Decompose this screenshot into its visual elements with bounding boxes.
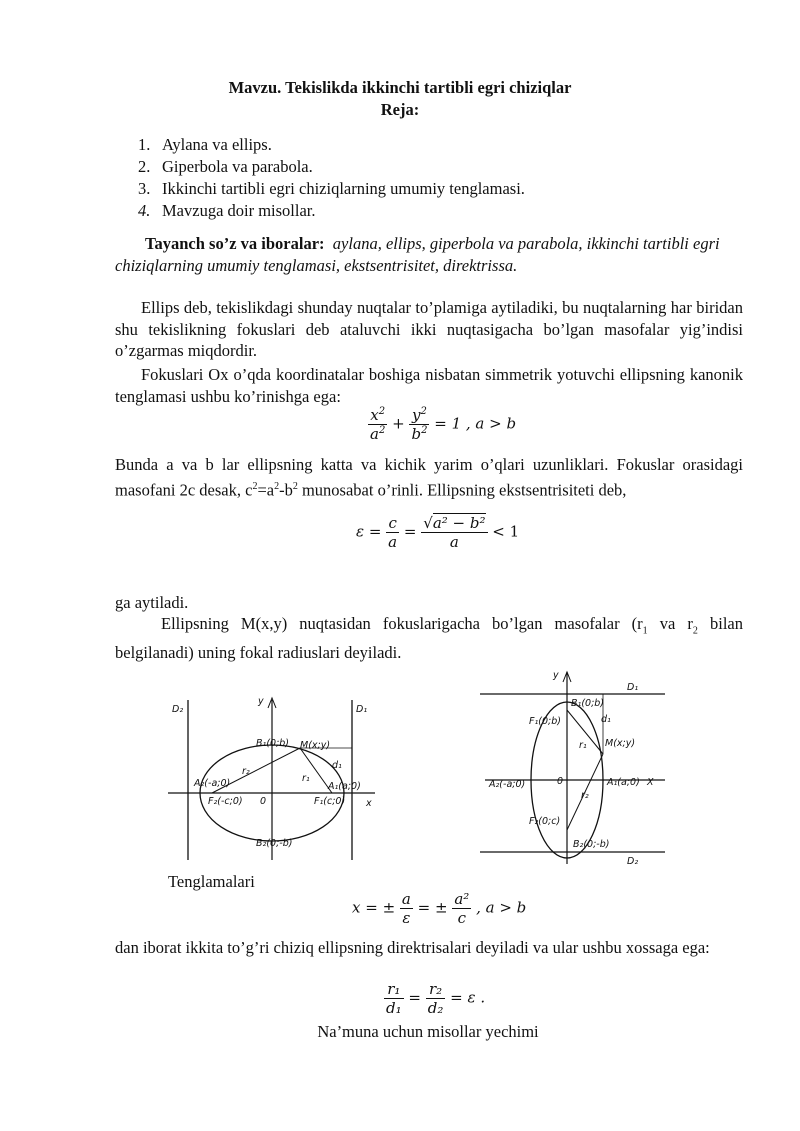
directrix-intro: Tenglamalari [168, 872, 255, 891]
label-a2: A₂(-a;0) [194, 778, 231, 789]
label-x: x [366, 798, 372, 809]
label-f2: F₂(0;c) [529, 816, 561, 827]
label-r2: r₂ [242, 766, 250, 777]
label-f1: F₁(0;b) [529, 716, 561, 727]
label-b2: B₂(0;-b) [256, 838, 293, 849]
eccentricity-tail: ga aytiladi. [115, 593, 189, 612]
keywords-label: Tayanch so’z va iboralar: [145, 234, 325, 253]
label-f1: F₁(c;0) [314, 796, 346, 807]
canonical-equation: $\frac{x^2}{a^2}$ + $\frac{y^2}{b^2}$ = 1 , a > b [370, 406, 517, 443]
focal-radius-paragraph: Ellipsning M(x,y) nuqtasidan fokuslarigacha bo’lgan masofalar ($r_1$ va $r_2$ bilan belgilanadi) uning fokal radiuslari deyiladi. [115, 614, 743, 662]
label-y: y [553, 670, 559, 681]
ellipse-definition: Ellips deb, tekislikdagi shunday nuqtalar to’plamiga aytiladiki, bu nuqtalarning har biridan shu tekislikning fokuslari deb ataluvchi ikki nuqtasigacha bo’lgan masofalar yig’indisi o’zgarmas miqdordir. [115, 298, 743, 360]
plan-item: 4. Mavzuga doir misollar. [138, 201, 316, 220]
canonical-intro: Fokuslari Ox o’qda koordinatalar boshiga nisbatan simmetrik yotuvchi ellipsning kanonik tenglamasi ushbu ko’rinishga ega: [115, 365, 743, 406]
label-r1: r₁ [302, 773, 310, 784]
label-r2: r₂ [581, 790, 589, 801]
label-d1: D₁ [627, 682, 639, 693]
plan-list [138, 134, 525, 222]
label-f2: F₂(-c;0) [208, 796, 243, 807]
label-small-d1: d₁ [601, 714, 611, 725]
ellipse-horizontal-figure [160, 688, 400, 868]
label-origin: 0 [557, 776, 564, 787]
directrix-ratio-equation: $\frac{\text{r₁}}{\text{d₁}}$ = $\frac{\text{r₂}}{\text{d₂}}$ = ε . [386, 980, 486, 1017]
label-r1: r₁ [579, 740, 587, 751]
label-a2: A₂(-a;0) [489, 779, 526, 790]
label-b1: B₁(0;b) [256, 738, 290, 749]
examples-heading: Na’muna uchun misollar yechimi [317, 1022, 539, 1041]
ellipse-vertical-figure [475, 664, 690, 869]
label-y: y [258, 696, 264, 707]
eccentricity-equation: ε = $\frac{c}{a}$ = $\frac{\text{√a² − b²}}{a}$ < 1 [356, 514, 520, 551]
keywords-text: aylana, ellips, giperbola va parabola, ikkinchi tartibli egri chiziqlarning umumiy tenglamasi, ekstsentrisitet, direktrissa. [115, 234, 720, 275]
directrix-equation: x = ± $\frac{a}{\varepsilon}$ = ± $\frac{\text{a²}}{c}$ , a > b [352, 890, 527, 927]
label-a1: A₁(a;0) [607, 777, 640, 788]
plan-item: 2. Giperbola va parabola. [138, 157, 313, 176]
plan-item: 3. Ikkinchi tartibli egri chiziqlarning umumiy tenglamasi. [138, 179, 525, 198]
label-b1: B₁(0;b) [571, 698, 605, 709]
label-m: M(x;y) [300, 740, 331, 751]
label-d1: D₁ [356, 704, 368, 715]
label-small-d1: d₁ [332, 760, 342, 771]
label-b2: B₂(0;-b) [573, 839, 610, 850]
label-x: X [647, 777, 654, 788]
keywords-paragraph [115, 233, 743, 276]
plan-title: Reja: [380, 100, 420, 119]
label-d2: D₂ [172, 704, 184, 715]
page-title: Mavzu. Tekislikda ikkinchi tartibli egri chiziqlar [228, 78, 572, 97]
plan-item: 1. Aylana va ellips. [138, 135, 272, 154]
label-m: M(x;y) [605, 738, 636, 749]
label-origin: 0 [260, 796, 267, 807]
label-a1: A₁(a;0) [328, 781, 361, 792]
directrix-paragraph: dan iborat ikkita to’g’ri chiziq ellipsning direktrisalari deyiladi va ular ushbu xossaga ega: [115, 938, 710, 957]
semi-axes-paragraph: Bunda a va b lar ellipsning katta va kichik yarim o’qlari uzunliklari. Fokuslar orasidagi masofani 2c desak, $c^2=a^2-b^2$ munosabat o’rinli. Ellipsning ekstsentrisiteti deb, [115, 455, 743, 499]
label-d2: D₂ [627, 856, 639, 867]
